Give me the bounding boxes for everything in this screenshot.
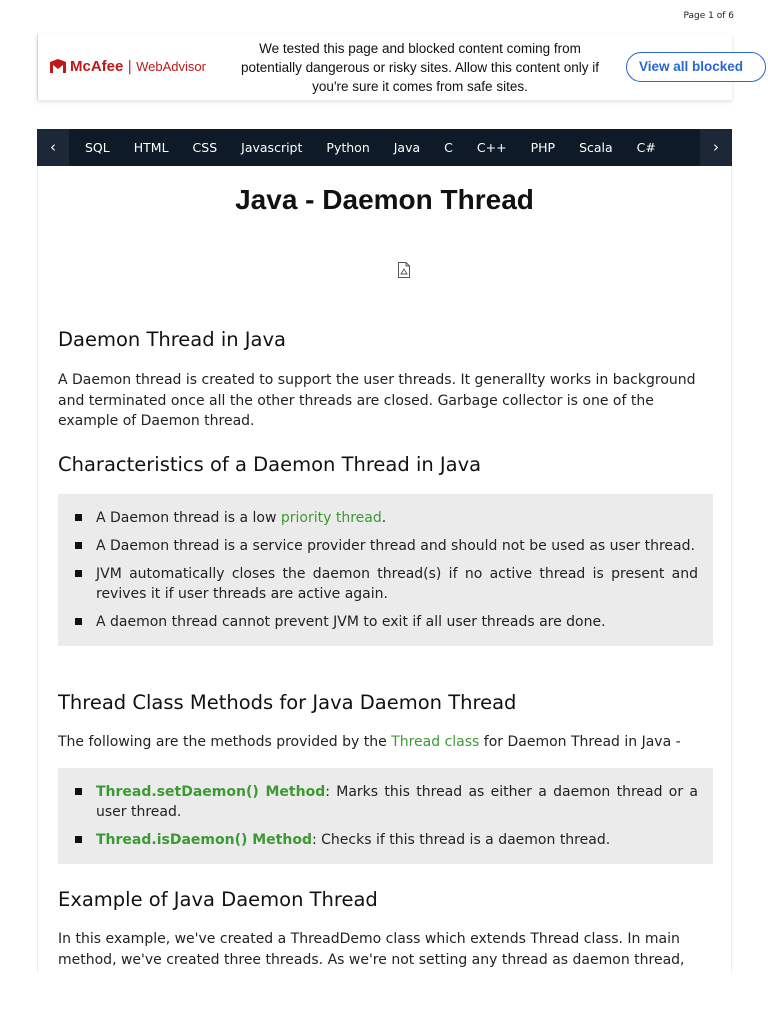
list-item (96, 782, 698, 822)
methods-intro (58, 732, 710, 753)
banner-message: We tested this page and blocked content coming from potentially dangerous or risky sites. Allow this content only if you're sure it comes from safe sites. (241, 41, 599, 94)
brand-separator: | (127, 58, 133, 75)
list-item: A daemon thread cannot prevent JVM to exit if all user threads are done. (96, 612, 698, 632)
topic-nav (37, 129, 732, 166)
nav-item-csharp[interactable]: C# (636, 140, 656, 155)
nav-item-javascript[interactable]: Javascript (241, 140, 303, 155)
nav-item-java[interactable]: Java (393, 140, 421, 155)
method-description: : Checks if this thread is a daemon thread. (311, 832, 611, 848)
page-indicator: Page 1 of 6 (683, 11, 734, 21)
nav-item-c[interactable]: C (444, 140, 453, 155)
page-title: Java - Daemon Thread (235, 184, 534, 215)
view-all-blocked-button[interactable]: View all blocked (626, 52, 766, 82)
nav-item-sql[interactable]: SQL (85, 140, 110, 155)
document-icon (397, 262, 411, 278)
methods-intro-text: for Daemon Thread in Java - (479, 734, 681, 750)
mcafee-logo (49, 58, 206, 75)
banner-edge (37, 34, 38, 100)
heading-thread-class-methods: Thread Class Methods for Java Daemon Thread (58, 691, 517, 714)
list-item (96, 830, 698, 850)
nav-item-html[interactable]: HTML (133, 140, 169, 155)
list-item (96, 508, 698, 528)
heading-characteristics: Characteristics of a Daemon Thread in Java (58, 453, 482, 476)
heading-example: Example of Java Daemon Thread (58, 888, 378, 911)
characteristics-list (58, 494, 713, 646)
mcafee-shield-icon (49, 59, 67, 75)
intro-paragraph: A Daemon thread is created to support the user threads. It generallty works in background and terminated once all the other threads are closed. Garbage collector is one of the example of Daemon thread. (58, 372, 696, 429)
nav-item-scala[interactable]: Scala (579, 140, 613, 155)
thread-class-link[interactable]: Thread class (391, 734, 480, 750)
chevron-left-icon[interactable]: ‹ (37, 129, 69, 166)
methods-list (58, 768, 713, 864)
isdaemon-method-link[interactable]: Thread.isDaemon() Method (96, 832, 312, 848)
article-card (37, 166, 732, 972)
list-item: JVM automatically closes the daemon thread(s) if no active thread is present and revives it if user threads are active again. (96, 566, 698, 602)
list-item: A Daemon thread is a service provider thread and should not be used as user thread. (96, 536, 698, 556)
webadvisor-banner (37, 34, 744, 100)
nav-items (73, 129, 668, 166)
list-item-text: A Daemon thread is a low (96, 510, 281, 526)
nav-item-python[interactable]: Python (326, 140, 370, 155)
webadvisor-label: WebAdvisor (136, 59, 206, 74)
methods-intro-text: The following are the methods provided by the (58, 734, 392, 750)
mcafee-brand: McAfee (70, 58, 124, 75)
chevron-right-icon[interactable]: › (700, 129, 732, 166)
nav-item-php[interactable]: PHP (530, 140, 556, 155)
nav-item-css[interactable]: CSS (192, 140, 218, 155)
nav-item-cpp[interactable]: C++ (476, 140, 507, 155)
setdaemon-method-link[interactable]: Thread.setDaemon() Method (96, 784, 326, 800)
example-paragraph: In this example, we've created a ThreadDemo class which extends Thread class. In main method, we've created three threads. As we're not setting any thread as daemon thread, (58, 931, 685, 968)
list-item-text: . (381, 510, 387, 526)
heading-daemon-thread: Daemon Thread in Java (58, 328, 286, 351)
method-description: : Marks this thread as either a daemon thread or a user thread. (96, 784, 699, 820)
priority-thread-link[interactable]: priority thread (280, 510, 382, 526)
